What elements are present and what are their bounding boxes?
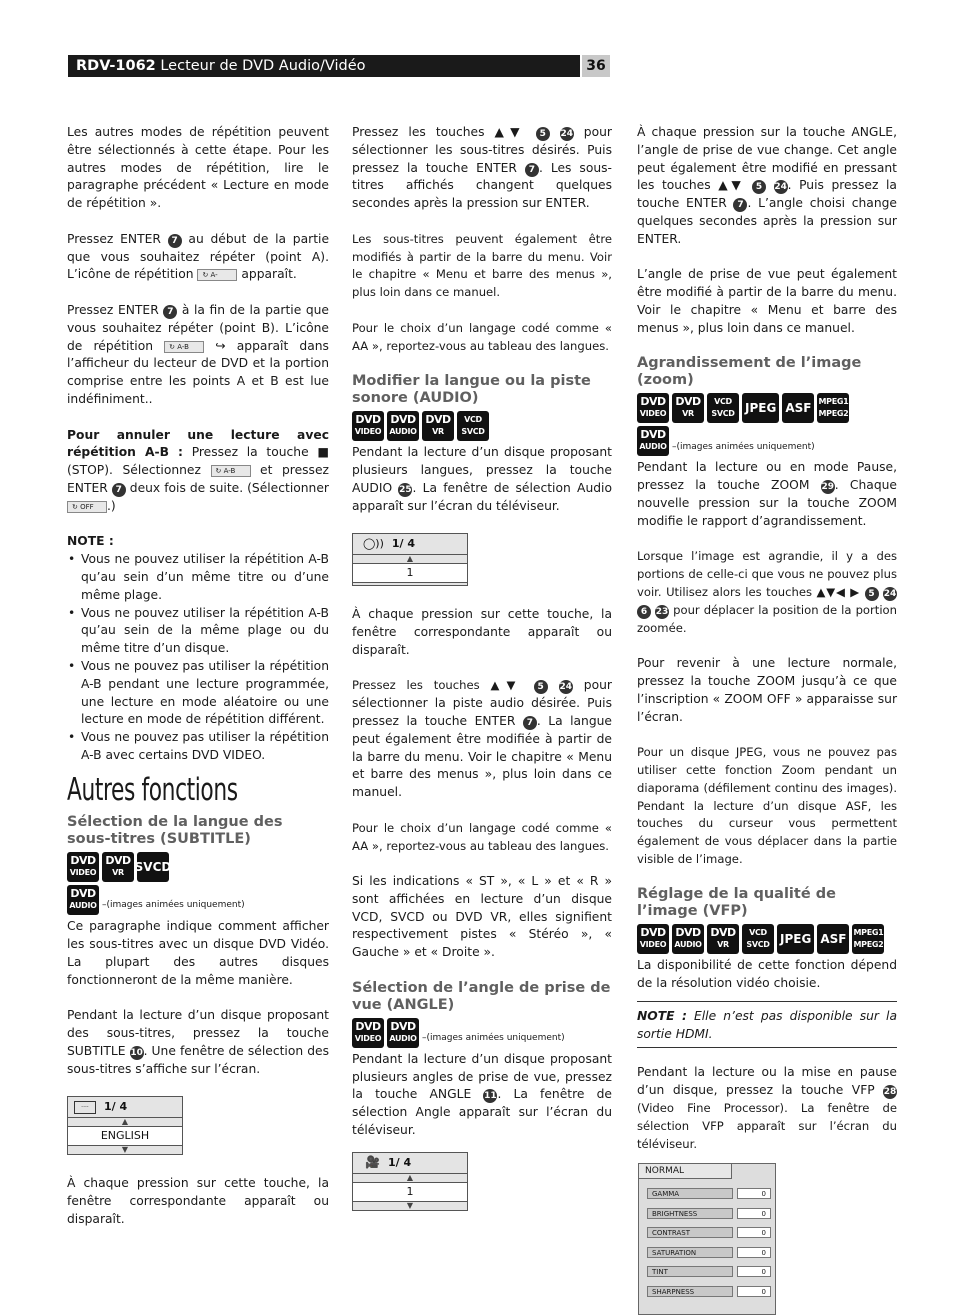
zoom-heading: Agrandissement de l’image (zoom) — [637, 355, 862, 389]
osd-value: 1 — [353, 563, 467, 583]
jpeg-badge: JPEG — [742, 393, 779, 423]
paragraph: Pressez les touches ▲▼ 5 24 pour sélectionner les sous-titres désirés. Puis pressez la touche ENTER 7 . Les sous-titres affichés changent quelques secondes après la pression sur ENTER. — [352, 125, 612, 211]
mpeg-badge: MPEG1 MPEG2 — [817, 393, 849, 423]
vcd-svcd-badge: VCD SVCD — [707, 393, 739, 423]
button-number-badge: 7 — [112, 483, 126, 497]
divider — [637, 1047, 897, 1048]
anim-note: –(images animées uniquement) — [672, 441, 815, 452]
up-arrow-icon: ▲ — [353, 555, 467, 563]
svcd-badge: SVCD — [137, 852, 169, 882]
paragraph: Pour le choix d’un langage codé comme « AA », reportez-vous au tableau des langues. — [352, 820, 612, 853]
dvd-audio-badge: DVD AUDIO — [387, 411, 419, 441]
down-arrow-icon: ▼ — [68, 1146, 182, 1154]
vfp-tab: NORMAL — [639, 1164, 732, 1179]
osd-value: ENGLISH — [68, 1126, 182, 1146]
paragraph: Lorsque l’image est agrandie, il y a des portions de celle-ci que vous ne pouvez plus voir. Utilisez alors les touches ▲▼◀ ▶ 5 24 6 23 pour déplacer la position de la portion zoomée. — [637, 549, 897, 635]
vfp-window — [638, 1163, 776, 1315]
paragraph: À chaque pression sur cette touche, la fenêtre correspondante apparaît ou disparaît. — [67, 1176, 329, 1226]
repeat-ab-icon: ↻ A-B — [164, 341, 204, 353]
vfp-row: GAMMA 0 — [647, 1188, 771, 1200]
button-number-badge: 23 — [655, 606, 669, 617]
repeat-off-icon: ↻ OFF — [67, 501, 107, 513]
anim-note: –(images animées uniquement) — [102, 900, 245, 911]
osd-header: 🎥 1/ 4 — [353, 1153, 467, 1174]
dvd-audio-badge: DVD AUDIO — [67, 885, 99, 915]
subtitle-osd — [67, 1096, 183, 1155]
dvd-video-badge: DVD VIDEO — [637, 924, 669, 954]
button-number-badge: 24 — [774, 182, 787, 193]
vfp-row: CONTRAST 0 — [647, 1227, 771, 1239]
repeat-a-icon: ↻ A- — [197, 269, 237, 281]
list-item: • Vous ne pouvez utiliser la répétition A-B qu’au sein de la même plage ou du même titre d’un disque. — [81, 605, 329, 658]
paragraph: Si les indications « ST », « L » et « R » sont affichées en lecture d’un disque VCD, SVCD ou DVD VR, elles signifient respectivement pistes « Stéréo », « Gauche » et « Droite ». — [352, 874, 612, 960]
button-number-badge: 6 — [637, 605, 651, 619]
button-number-badge: 11 — [484, 1091, 497, 1102]
dvd-vr-badge: DVD VR — [672, 393, 704, 423]
note-title: NOTE : — [67, 534, 114, 549]
note-list — [67, 551, 329, 765]
dvd-vr-badge: DVD VR — [102, 852, 134, 882]
button-number-badge: 7 — [163, 305, 177, 319]
paragraph: Pendant la lecture ou la mise en pause d’un disque, pressez la touche VFP 28 (Video Fine Processor). La fenêtre de sélection VFP apparaît sur l’écran du téléviseur. — [637, 1065, 897, 1151]
subtitle-icon: .... — [74, 1101, 96, 1114]
paragraph: Pour annuler une lecture avec répétition A-B : Pressez la touche ■ (STOP). Sélectionnez ↻ A-B et pressez ENTER 7 deux fois de suite. (Sélectionner ↻ OFF .) — [67, 427, 329, 513]
list-item: • Vous ne pouvez pas utiliser la répétition A-B avec certains DVD VIDEO. — [81, 729, 329, 765]
dvd-video-badge: DVD VIDEO — [67, 852, 99, 882]
column-1 — [67, 124, 329, 1246]
dvd-vr-badge: DVD VR — [422, 411, 454, 441]
button-number-badge: 7 — [733, 198, 747, 212]
paragraph: À chaque pression sur cette touche, la fenêtre correspondante apparaît ou disparaît. — [352, 607, 612, 657]
header-bar — [68, 55, 580, 77]
divider — [637, 1001, 897, 1002]
button-number-badge: 25 — [399, 484, 412, 495]
paragraph: Pendant la lecture ou en mode Pause, pressez la touche ZOOM 29. Chaque nouvelle pression sur la touche ZOOM modifie le rapport d’agrandissement. — [637, 460, 897, 528]
up-arrow-icon: ▲ — [68, 1118, 182, 1126]
vcd-svcd-badge: VCD SVCD — [457, 411, 489, 441]
up-arrow-icon: ▲ — [353, 1174, 467, 1182]
button-number-badge: 10 — [130, 1047, 143, 1058]
audio-icon: ◯)) — [363, 537, 384, 551]
dvd-vr-badge: DVD VR — [707, 924, 739, 954]
angle-osd — [352, 1152, 468, 1211]
button-number-badge: 7 — [525, 163, 539, 177]
button-number-badge: 24 — [883, 588, 897, 599]
osd-value: 1 — [353, 1182, 467, 1202]
button-number-badge: 7 — [168, 234, 182, 248]
button-number-badge: 5 — [534, 680, 548, 694]
asf-badge: ASF — [817, 924, 849, 954]
paragraph: Pendant la lecture d’un disque proposant des sous-titres, pressez la touche SUBTITLE 10. Une fenêtre de sélection des sous-titres s’affiche sur l’écran. — [67, 1008, 329, 1076]
paragraph: Pressez les touches ▲▼ 5 24 pour sélectionner la piste audio désirée. Puis pressez la touche ENTER 7 . La langue peut également être modifiée à partir de la barre du menu. Voir le chapitre « Menu et barre des menus », plus loin dans ce manuel. — [352, 678, 612, 800]
down-arrow-icon — [353, 583, 467, 585]
disc-badges — [352, 411, 612, 441]
disc-badges — [637, 393, 897, 423]
column-2 — [352, 124, 612, 1231]
angle-heading: Sélection de l’angle de prise de vue (ANGLE) — [352, 979, 611, 1013]
vfp-row: BRIGHTNESS 0 — [647, 1208, 771, 1220]
list-item: • Vous ne pouvez utiliser la répétition A-B qu’au sein d’un même titre ou d’une même plage. — [81, 551, 329, 604]
disc-badges — [637, 924, 897, 954]
paragraph: Pour un disque JPEG, vous ne pouvez pas utiliser cette fonction Zoom pendant un diaporama (défilement continu des images). Pendant la lecture d’un disque ASF, les touches du curseur vous permettent également de vous déplacer dans la partie visible de l’image. — [637, 745, 897, 866]
vcd-svcd-badge: VCD SVCD — [742, 924, 774, 954]
dvd-audio-badge: DVD AUDIO — [387, 1018, 419, 1048]
paragraph: L’angle de prise de vue peut également être modifié à partir de la barre du menu. Voir le chapitre « Menu et barre des menus », plus loin dans ce manuel. — [637, 267, 897, 335]
dvd-audio-badge: DVD AUDIO — [672, 924, 704, 954]
button-number-badge: 5 — [752, 180, 766, 194]
mpeg-badge: MPEG1 MPEG2 — [852, 924, 884, 954]
button-number-badge: 29 — [821, 482, 834, 493]
button-number-badge: 24 — [560, 129, 574, 139]
dvd-video-badge: DVD VIDEO — [352, 1018, 384, 1048]
subtitle-heading: Sélection de la langue des sous-titres (SUBTITLE) — [67, 814, 283, 848]
model-name: RDV-1062 — [76, 58, 156, 74]
paragraph: À chaque pression sur la touche ANGLE, l’angle de prise de vue change. Cet angle peut également être modifié en pressant les touches ▲▼ 5 24. Puis pressez la touche ENTER 7 . L’angle choisi change quelques secondes après la pression sur ENTER. — [637, 125, 897, 246]
dvd-audio-badge: DVD AUDIO — [637, 426, 669, 456]
vfp-row: SHARPNESS 0 — [647, 1286, 771, 1298]
button-number-badge: 24 — [559, 682, 572, 693]
paragraph: Les autres modes de répétition peuvent être sélectionnés à cette étape. Pour les autres modes de répétition, lire le paragraphe précédent « Lecture en mode de répétition ». — [67, 125, 329, 211]
disc-badges — [67, 852, 329, 882]
list-item: • Vous ne pouvez pas utiliser la répétition A-B pendant une lecture programmée, une lecture en mode aléatoire ou une lecture en mode de répétition différent. — [81, 658, 329, 729]
anim-note: –(images animées uniquement) — [422, 1033, 565, 1044]
paragraph: Pressez ENTER 7 à la fin de la partie que vous souhaitez répéter (point B). L’icône de répétition ↻ A-B ↪ apparaît dans l’afficheur du lecteur de DVD et la portion comprise entre les points A et B est lue indéfiniment.. — [67, 302, 330, 406]
section-title: Autres fonctions — [67, 772, 238, 809]
vfp-heading: Réglage de la qualité de l’image (VFP) — [637, 886, 836, 920]
disc-badges — [352, 1018, 612, 1048]
paragraph: Pendant la lecture d’un disque proposant plusieurs angles de prise de vue, pressez la touche ANGLE 11. La fenêtre de sélection Angle apparaît sur l’écran du téléviseur. — [352, 1051, 612, 1138]
button-number-badge: 5 — [865, 587, 879, 601]
paragraph: Pour revenir à une lecture normale, pressez la touche ZOOM jusqu’à ce que l’inscription « ZOOM OFF » apparaisse sur l’écran. — [637, 656, 897, 724]
arrow-icon: ↪ — [215, 338, 226, 353]
jpeg-badge: JPEG — [777, 924, 814, 954]
paragraph: Ce paragraphe indique comment afficher les sous-titres avec un disque DVD Vidéo. La plupart des autres disques fonctionneront de la même manière. — [67, 919, 329, 987]
dvd-video-badge: DVD VIDEO — [352, 411, 384, 441]
osd-header: ◯)) 1/ 4 — [353, 534, 467, 555]
audio-osd — [352, 533, 468, 586]
vfp-row: SATURATION 0 — [647, 1247, 771, 1259]
paragraph: La disponibilité de cette fonction dépend de la résolution vidéo choisie. — [637, 958, 897, 991]
osd-header: .... 1/ 4 — [68, 1097, 182, 1118]
page-header — [68, 55, 610, 77]
dvd-video-badge: DVD VIDEO — [637, 393, 669, 423]
paragraph: Pour le choix d’un langage codé comme « AA », reportez-vous au tableau des langues. — [352, 320, 612, 353]
button-number-badge: 7 — [523, 716, 537, 730]
vfp-row: TINT 0 — [647, 1266, 771, 1278]
camera-icon: 🎥 — [365, 1154, 380, 1169]
note-paragraph: NOTE : Elle n’est pas disponible sur la sortie HDMI. — [637, 1009, 897, 1041]
page-number: 36 — [582, 55, 610, 77]
button-number-badge: 5 — [536, 127, 550, 141]
paragraph: Pendant la lecture d’un disque proposant plusieurs langues, pressez la touche AUDIO 25. La fenêtre de sélection Audio apparaît sur l’écran du téléviseur. — [352, 445, 612, 513]
disc-badges — [67, 885, 329, 915]
disc-badges — [637, 426, 897, 456]
paragraph: Les sous-titres peuvent également être modifiés à partir de la barre du menu. Voir le chapitre « Menu et barre des menus », plus loin dans ce manuel. — [352, 231, 612, 300]
asf-badge: ASF — [782, 393, 814, 423]
header-subtitle: Lecteur de DVD Audio/Vidéo — [160, 58, 366, 74]
button-number-badge: 28 — [883, 1087, 897, 1098]
column-3 — [637, 124, 897, 1315]
down-arrow-icon: ▼ — [353, 1202, 467, 1210]
repeat-ab-icon: ↻ A-B — [211, 465, 251, 477]
audio-heading: Modifier la langue ou la piste sonore (AUDIO) — [352, 373, 591, 407]
paragraph: Pressez ENTER 7 au début de la partie que vous souhaitez répéter (point A). L’icône de répétition ↻ A- apparaît. — [67, 231, 330, 282]
